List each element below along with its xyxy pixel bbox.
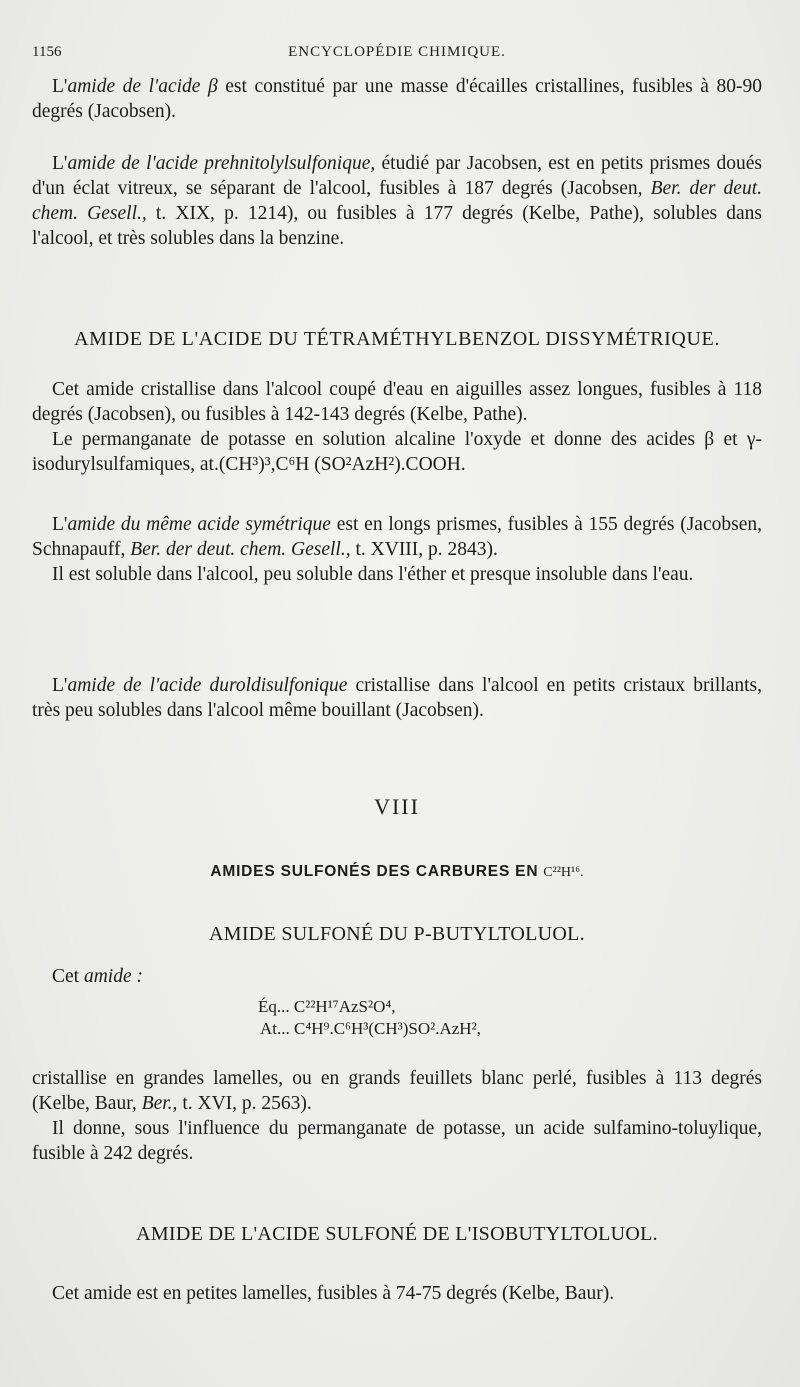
subsection-heading: AMIDE SULFONÉ DU P-BUTYLTOLUOL. xyxy=(209,923,585,945)
paragraph-amide-acide-beta: L'amide de l'acide β est constitué par une masse d'écailles cristallines, fusibles à 80-90 degrés (Jacobsen). xyxy=(32,76,762,122)
paragraph-prehnitolylsulfonique: L'amide de l'acide prehnitolylsulfonique, étudié par Jacobsen, est en petits prismes doués d'un éclat vitreux, se séparant de l'alcool, fusibles à 187 degrés (Jacobsen, Ber. der deut. chem. Gesell., t. XIX, p. 1214), ou fusibles à 177 degrés (Kelbe, Pathe), solubles dans l'alcool, et très solubles dans la benzine. xyxy=(32,153,763,249)
section-number: VIII xyxy=(374,794,420,819)
italic-term: amide de l'acide prehnitolylsulfonique, xyxy=(67,153,376,174)
paragraph-isobutyltoluol: Cet amide est en petites lamelles, fusibles à 74-75 degrés (Kelbe, Baur). xyxy=(52,1283,615,1304)
paragraph-cristallise: Cet amide cristallise dans l'alcool coupé d'eau en aiguilles assez longues, fusibles à 118 degrés (Jacobsen), ou fusibles à 142-143 degrés (Kelbe, Pathe). Le permanganate de potasse en solution alcaline l'oxyde et donne des acides β et γ-isodurylsulfamiques, at.(CH³)³,C⁶H (SO²AzH²).COOH. xyxy=(32,379,762,475)
section-heading: AMIDE DE L'ACIDE DU TÉTRAMÉTHYLBENZOL DISSYMÉTRIQUE. xyxy=(74,328,720,350)
italic-term: amide : xyxy=(83,966,143,987)
formula-eq: Éq... C²²H¹⁷AzS²O⁴, xyxy=(258,997,396,1016)
paragraph-permanganate-2: Il donne, sous l'influence du permanganate de potasse, un acide sulfamino-toluylique, fusible à 242 degrés. xyxy=(32,1118,762,1164)
paragraph-duroldisulfonique: L'amide de l'acide duroldisulfonique cristallise dans l'alcool en petits cristaux brillants, très peu solubles dans l'alcool même bouillant (Jacobsen). xyxy=(32,675,762,721)
paragraph-cet-amide: Cet amide : xyxy=(52,966,143,987)
paragraph-solubilite: Il est soluble dans l'alcool, peu soluble dans l'éther et presque insoluble dans l'eau. xyxy=(52,564,694,585)
paragraph-lamelles: cristallise en grandes lamelles, ou en grands feuillets blanc perlé, fusibles à 113 degrés (Kelbe, Baur, Ber., t. XVI, p. 2563). Il donne, sous l'influence du permanganate de potasse, un acide sulfamino-toluylique, fusible à 242 degrés. xyxy=(32,1068,762,1164)
page-number: 1156 xyxy=(32,44,62,60)
italic-term: amide du même acide symétrique xyxy=(67,514,331,535)
paragraph-amide-symetrique: L'amide du même acide symétrique est en longs prismes, fusibles à 155 degrés (Jacobsen, Schnapauff, Ber. der deut. chem. Gesell., t. XVIII, p. 2843). Il est soluble dans l'alcool, peu soluble dans l'éther et presque insoluble dans l'eau. xyxy=(32,514,762,585)
formula-at: At... C⁴H⁹.C⁶H³(CH³)SO².AzH², xyxy=(260,1019,481,1038)
subsection-heading-isobutyl: AMIDE DE L'ACIDE SULFONÉ DE L'ISOBUTYLTOLUOL. xyxy=(136,1223,658,1245)
section-title: AMIDES SULFONÉS DES CARBURES EN C²²H¹⁶. xyxy=(210,863,584,880)
paragraph-permanganate: Le permanganate de potasse en solution alcaline l'oxyde et donne des acides β et γ-isodurylsulfamiques, at.(CH³)³,C⁶H (SO²AzH²).COOH. xyxy=(32,429,762,475)
section-formula: C²²H¹⁶. xyxy=(543,865,584,880)
formula-block xyxy=(258,996,678,1040)
running-title: ENCYCLOPÉDIE CHIMIQUE. xyxy=(288,44,506,60)
citation: Ber. der deut. chem. Gesell., xyxy=(130,539,351,560)
page-header xyxy=(32,44,762,66)
italic-term: amide de l'acide duroldisulfonique xyxy=(67,675,348,696)
citation: Ber., xyxy=(141,1093,178,1114)
italic-term: amide de l'acide β xyxy=(67,76,218,97)
citation: Ber. der deut. chem. Gesell., xyxy=(32,178,762,224)
